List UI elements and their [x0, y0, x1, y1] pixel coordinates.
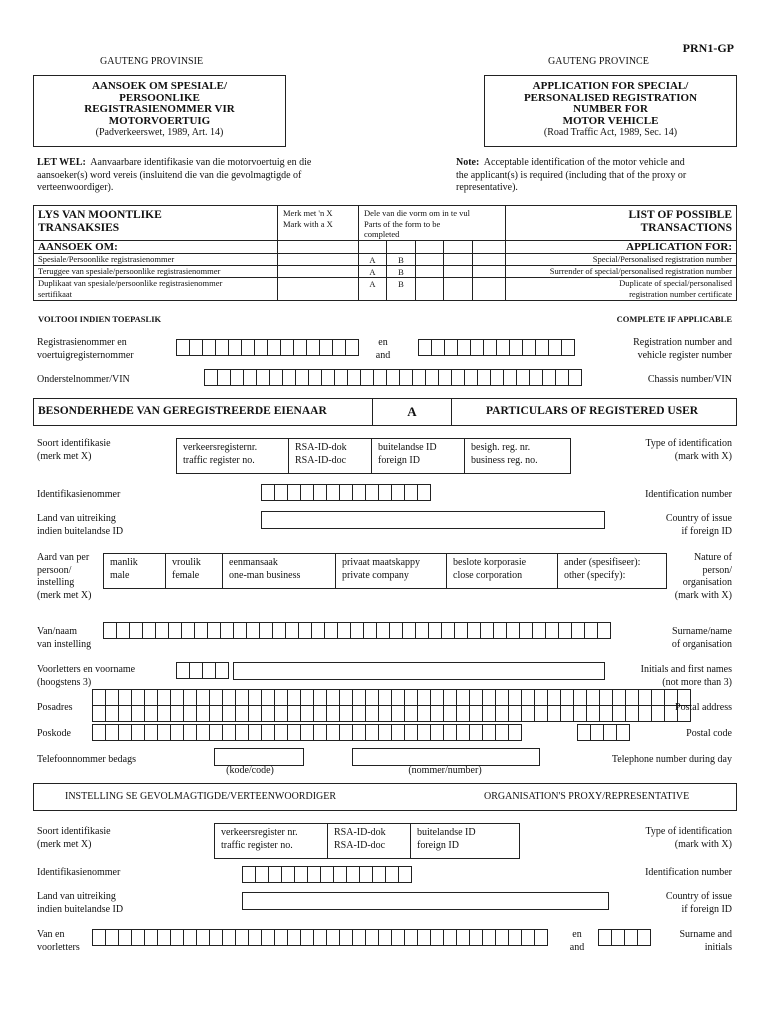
postal-address-cells-row2[interactable] [92, 705, 690, 722]
section-a-title-en: PARTICULARS OF REGISTERED USER [486, 405, 699, 417]
proxy-and-connector: en and [569, 929, 585, 953]
country-of-issue-field[interactable] [261, 511, 605, 529]
nature-label-en: Nature of person/ organisation (mark with X) [674, 552, 732, 601]
proxy-initials-cells[interactable] [598, 929, 650, 946]
transaction-row-af: Duplikaat van spesiale/persoonlike registrasienommer sertifikaat [38, 278, 223, 299]
transaction-part-a[interactable]: A [369, 279, 376, 289]
mark-instruction: Merk met 'n X Mark with a X [283, 208, 333, 229]
postal-address-cells-row3[interactable] [92, 724, 521, 741]
proxy-identification-number-cells[interactable] [242, 866, 411, 883]
title-en-line: PERSONALISED REGISTRATION [523, 91, 698, 104]
transactions-heading-en: LIST OF POSSIBLE TRANSACTIONS [628, 209, 732, 234]
province-en: GAUTENG PROVINCE [548, 56, 649, 67]
nature-option-one-man-business[interactable]: eenmansaak one-man business [222, 553, 336, 589]
idtype-option-rsa-id[interactable]: RSA-ID-dok RSA-ID-doc [288, 438, 372, 474]
postal-label-af: Posadres [37, 702, 73, 713]
title-af-line: MOTORVOERTUIG [108, 114, 211, 127]
note-en [456, 157, 686, 195]
phone-code-caption: (kode/code) [226, 765, 274, 776]
identification-number-cells[interactable] [261, 484, 430, 501]
idnum-label-en: Identification number [645, 489, 732, 500]
proxy-idtype-label-en: Type of identification (mark with X) [645, 826, 732, 850]
transaction-part-b[interactable]: B [398, 255, 404, 265]
transaction-row-en: Surrender of special/personalised registration number [549, 266, 732, 276]
title-en-line: APPLICATION FOR SPECIAL/ [532, 80, 689, 92]
parts-instruction: Dele van die vorm om in te vul Parts of the form to be completed [364, 208, 470, 239]
proxy-surname-cells[interactable] [92, 929, 547, 946]
nature-label-af: Aard van per persoon/ instelling (merk met X) [37, 552, 92, 601]
vehicle-register-number-cells[interactable] [418, 339, 574, 356]
phone-label-af: Telefoonnommer bedags [37, 754, 136, 765]
transaction-row-en: Duplicate of special/personalised registration number certificate [619, 278, 732, 299]
nature-option-private-company[interactable]: privaat maatskappy private company [335, 553, 447, 589]
reg-label-af: Registrasienommer en voertuigregisternommer [37, 337, 134, 361]
proxy-country-label-en: Country of issue if foreign ID [665, 891, 732, 915]
transaction-part-b[interactable]: B [398, 267, 404, 277]
transaction-row-en: Special/Personalised registration number [592, 254, 732, 264]
phone-number-caption: (nommer/number) [408, 765, 482, 776]
first-names-field[interactable] [233, 662, 605, 680]
postal-label-en: Postal address [675, 702, 732, 713]
transaction-row-af: Spesiale/Persoonlike registrasienommer [38, 254, 175, 264]
note-en-text: the applicant(s) is required (including that of the proxy or [456, 169, 687, 181]
idtype-label-af: Soort identifikasie (merk met X) [37, 438, 111, 462]
act-en: (Road Traffic Act, 1989, Sec. 14) [543, 127, 678, 138]
application-for-af: AANSOEK OM: [38, 241, 118, 253]
nature-option-other[interactable]: ander (spesifiseer): other (specify): [557, 553, 667, 589]
phone-label-en: Telephone number during day [611, 754, 732, 765]
proxy-idtype-option-rsa-id[interactable]: RSA-ID-dok RSA-ID-doc [327, 823, 411, 859]
section-a-letter: A [407, 404, 417, 419]
postcode-label-af: Poskode [37, 728, 71, 739]
proxy-surname-label-en: Surname and initials [679, 929, 732, 953]
form-code: PRN1-GP [682, 41, 734, 55]
note-af-text: Aanvaarbare identifikasie van die motorvoertuig en die [90, 157, 312, 168]
note-af-text: verteenwoordiger). [37, 182, 114, 193]
proxy-idtype-option-foreign-id[interactable]: buitelandse ID foreign ID [410, 823, 520, 859]
proxy-idtype-label-af: Soort identifikasie (merk met X) [37, 826, 111, 850]
title-en-box [484, 75, 737, 147]
surname-label-af: Van/naam van instelling [37, 626, 92, 650]
postcode-label-en: Postal code [686, 728, 732, 739]
initials-label-af: Voorletters en voorname (hoogstens 3) [37, 664, 136, 688]
idtype-option-foreign-id[interactable]: buitelandse ID foreign ID [371, 438, 465, 474]
transaction-part-a[interactable]: A [369, 255, 376, 265]
title-en-line: NUMBER FOR [573, 103, 648, 115]
vin-label-af: Onderstelnommer/VIN [37, 374, 130, 385]
idtype-option-business-reg[interactable]: besigh. reg. nr. business reg. no. [464, 438, 571, 474]
proxy-idnum-label-af: Identifikasienommer [37, 867, 121, 878]
surname-cells[interactable] [103, 622, 610, 639]
postal-address-cells-row1[interactable] [92, 689, 690, 706]
country-label-en: Country of issue if foreign ID [665, 513, 732, 537]
idtype-option-traffic-register[interactable]: verkeersregisternr. traffic register no. [176, 438, 289, 474]
title-af-line: AANSOEK OM SPESIALE/ [91, 80, 228, 92]
proxy-surname-label-af: Van en voorletters [37, 929, 80, 953]
title-af-line: REGISTRASIENOMMER VIR [84, 103, 235, 115]
title-af-line: PERSOONLIKE [119, 91, 200, 104]
idnum-label-af: Identifikasienommer [37, 489, 121, 500]
complete-af: VOLTOOI INDIEN TOEPASLIK [38, 314, 162, 324]
idtype-label-en: Type of identification (mark with X) [645, 438, 732, 462]
phone-number-field[interactable] [352, 748, 540, 766]
title-en-line: MOTOR VEHICLE [562, 114, 659, 127]
phone-code-field[interactable] [214, 748, 304, 766]
vin-cells[interactable] [204, 369, 581, 386]
initials-cells[interactable] [176, 662, 228, 679]
note-af [37, 157, 311, 195]
note-af-text: aansoeker(s) word vereis (insluitend die van die gevolmagtigde of [37, 169, 302, 181]
note-en-label: Note: [456, 157, 480, 168]
note-af-label: LET WEL: [37, 157, 86, 168]
reg-label-en: Registration number and vehicle register number [633, 337, 732, 361]
and-connector: en and [375, 337, 391, 361]
nature-option-female[interactable]: vroulik female [165, 553, 223, 589]
note-en-text: Acceptable identification of the motor vehicle and [483, 157, 685, 168]
transaction-row-af: Teruggee van spesiale/persoonlike registrasienommer [38, 266, 221, 276]
transaction-part-a[interactable]: A [369, 267, 376, 277]
proxy-country-of-issue-field[interactable] [242, 892, 609, 910]
title-af-box [33, 75, 286, 147]
transaction-part-b[interactable]: B [398, 279, 404, 289]
application-for-en: APPLICATION FOR: [626, 241, 732, 253]
proxy-idtype-option-traffic-register[interactable]: verkeersregister nr. traffic register no. [214, 823, 328, 859]
transactions-heading-af: LYS VAN MOONTLIKE TRANSAKSIES [38, 209, 162, 234]
proxy-title-af: INSTELLING SE GEVOLMAGTIGDE/VERTEENWOORDIGER [65, 791, 337, 802]
proxy-title-en: ORGANISATION'S PROXY/REPRESENTATIVE [484, 791, 690, 802]
note-en-text: representative). [456, 182, 518, 193]
province-af: GAUTENG PROVINSIE [100, 56, 204, 67]
postal-code-cells[interactable] [577, 724, 629, 741]
initials-label-en: Initials and first names (not more than 3) [640, 664, 732, 688]
section-a-title-af: BESONDERHEDE VAN GEREGISTREERDE EIENAAR [38, 405, 327, 417]
nature-option-male[interactable]: manlik male [103, 553, 166, 589]
surname-label-en: Surname/name of organisation [671, 626, 732, 650]
proxy-country-label-af: Land van uitreiking indien buitelandse ID [37, 891, 124, 915]
proxy-idnum-label-en: Identification number [645, 867, 732, 878]
act-af: (Padverkeerswet, 1989, Art. 14) [95, 127, 224, 138]
nature-option-close-corporation[interactable]: beslote korporasie close corporation [446, 553, 558, 589]
registration-number-cells[interactable] [176, 339, 358, 356]
complete-en: COMPLETE IF APPLICABLE [616, 314, 732, 324]
vin-label-en: Chassis number/VIN [647, 374, 732, 385]
country-label-af: Land van uitreiking indien buitelandse ID [37, 513, 124, 537]
